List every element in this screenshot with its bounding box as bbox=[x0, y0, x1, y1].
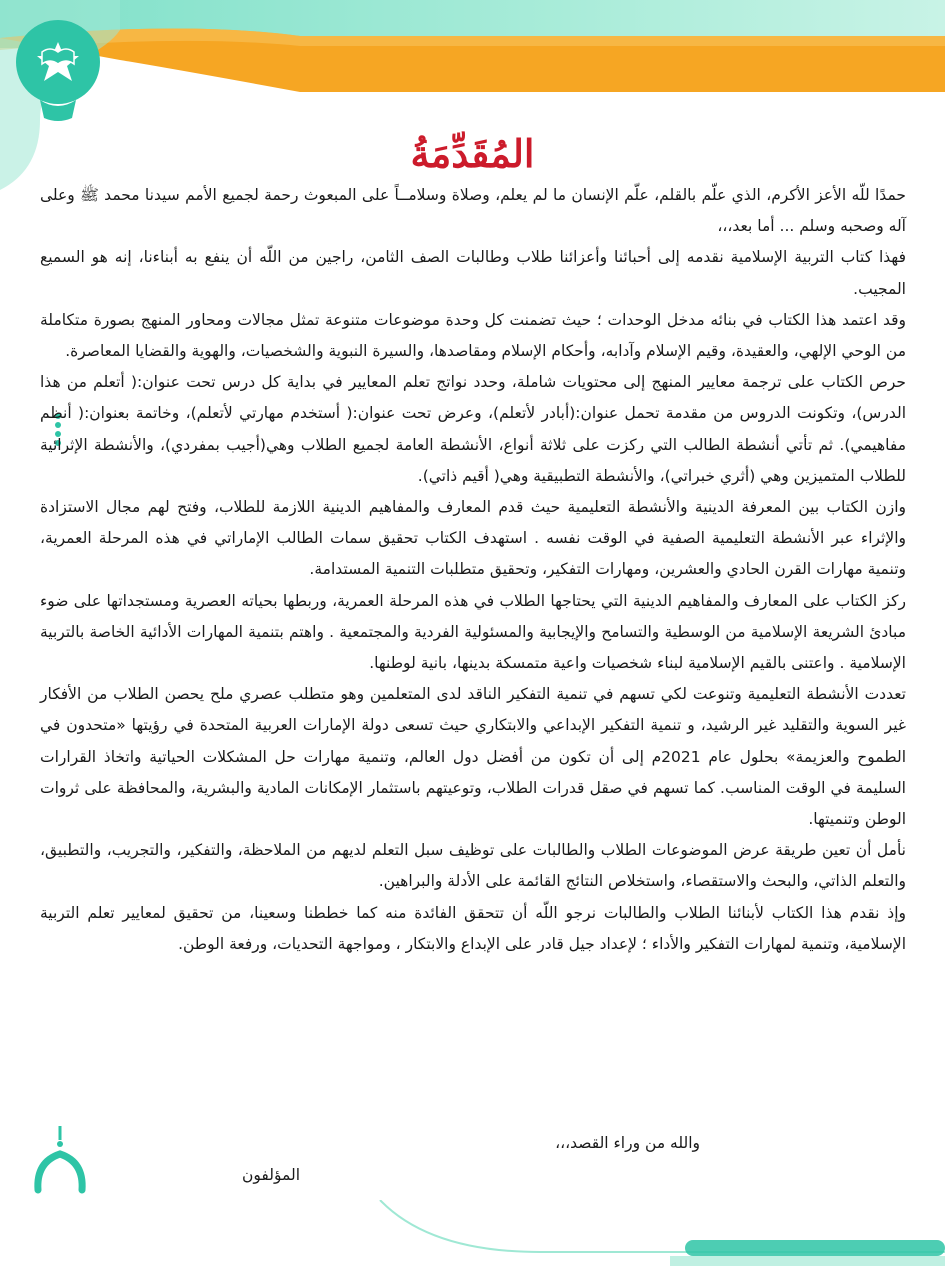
header-decoration bbox=[0, 0, 945, 110]
paragraph: فهذا كتاب التربية الإسلامية نقدمه إلى أحبائنا وأعزائنا طلاب وطالبات الصف الثامن، راجين من اللّه أن ينفع به أبناءنا، إنه هو السميع المجيب. bbox=[40, 248, 906, 298]
paragraph: وإذ نقدم هذا الكتاب لأبنائنا الطلاب والطالبات نرجو اللّه أن تتحقق الفائدة منه كما خططنا وسعينا، من تحقيق لمعايير تعلم التربية الإسلامية، وتنمية لمهارات التفكير والأداء ؛ لإعداد جيل قادر على الإبداع والابتكار ، ومواجهة التحديات، ورفعة الوطن. bbox=[40, 903, 906, 953]
footer-wave bbox=[370, 1200, 945, 1276]
paragraph: نأمل أن تعين طريقة عرض الموضوعات الطلاب والطالبات على توظيف سبل التعلم لديهم من الملاحظة، والتفكير، والتجريب، والتطبيق، والتعلم الذاتي، والبحث والاستقصاء، واستخلاص النتائج القائمة على الأدلة والبراهين. bbox=[40, 841, 906, 891]
paragraph: تعددت الأنشطة التعليمية وتنوعت لكي تسهم في تنمية التفكير الناقد لدى المتعلمين وهو متطلب عصري ملح يحصن الطلاب من الأفكار غير السوية والتقليد غير الرشيد، و تنمية التفكير الإبداعي والابتكاري حيث تسعى دولة الإمارات العربية المتحدة في رؤيتها «متحدون في الطموح والعزيمة» بحلول عام 2021م إلى أن تكون من أفضل دول العالم، وتنمية مهارات حل المشكلات الحياتية واتخاذ القرارات السليمة في الوقت المناسب. كما تسهم في صقل قدرات الطلاب، وتوعيتهم باستثمار الإمكانات المادية والبشرية، والمحافظة على ثروات الوطن وتنميتها. bbox=[40, 685, 906, 829]
page-title: المُقَدِّمَةُ bbox=[410, 131, 535, 177]
paragraph: حمدًا للّه الأعز الأكرم، الذي علّم بالقلم، علّم الإنسان ما لم يعلم، وصلاة وسلامــاً على المبعوث رحمة لجميع الأمم سيدنا محمد ﷺ وعلى آله وصحبه وسلم ... أما بعد،،، bbox=[40, 186, 906, 236]
lantern-ornament bbox=[30, 1126, 90, 1196]
closing-line: والله من وراء القصد،،، bbox=[555, 1134, 700, 1152]
signature: المؤلفون bbox=[242, 1166, 300, 1184]
paragraph: حرص الكتاب على ترجمة معايير المنهج إلى محتويات شاملة، وحدد نواتج تعلم المعايير في بداية كل درس تحت عنوان:( أتعلم من هذا الدرس)، وتكونت الدروس من مقدمة تحمل عنوان:(أبادر لأتعلم)، وعرض تحت عنوان:( أستخدم مهارتي لأتعلم)، وخاتمة بعنوان:( أنظم مفاهيمي). ثم تأتي أنشطة الطالب التي ركزت على ثلاثة أنواع، الأنشطة العامة لجميع الطلاب وهي(أجيب بمفردي)، والأنشطة الإثرائية للطلاب المتميزين وهي (أثري خبراتي)، والأنشطة التطبيقية وهي( أقيم ذاتي). bbox=[40, 373, 906, 485]
paragraph: وازن الكتاب بين المعرفة الدينية والأنشطة التعليمية حيث قدم المعارف والمفاهيم الدينية اللازمة للطلاب، وفتح لهم مجال الاستزادة والإثراء عبر الأنشطة التعليمية الصفية في الوقت نفسه . استهدف الكتاب تحقيق سمات الطالب الإماراتي في هذه المرحلة العمرية، وتنمية مهارات القرن الحادي والعشرين، ومهارات التفكير، وتحقيق متطلبات التنمية المستدامة. bbox=[40, 498, 906, 579]
paragraph: ركز الكتاب على المعارف والمفاهيم الدينية التي يحتاجها الطلاب في هذه المرحلة العمرية، وربطها بحياته العصرية ومستجداتها على ضوء مبادئ الشريعة الإسلامية من الوسطية والتسامح والإيجابية والمسئولية الفردية والمجتمعية . واهتم بتنمية المهارات الأدائية الخاصة بالتربية الإسلامية . واعتنى بالقيم الإسلامية لبناء شخصيات واعية متمسكة بدينها، بانية لوطنها. bbox=[40, 591, 906, 673]
introduction-body bbox=[40, 180, 906, 960]
paragraph: وقد اعتمد هذا الكتاب في بنائه مدخل الوحدات ؛ حيث تضمنت كل وحدة موضوعات متنوعة تمثل مجالات ومحاور المنهج بصورة متكاملة من الوحي الإلهي، والعقيدة، وقيم الإسلام وآدابه، وأحكام الإسلام ومقاصدها، والسيرة النبوية والشخصيات، والهوية والقضايا المعاصرة. bbox=[40, 310, 906, 361]
